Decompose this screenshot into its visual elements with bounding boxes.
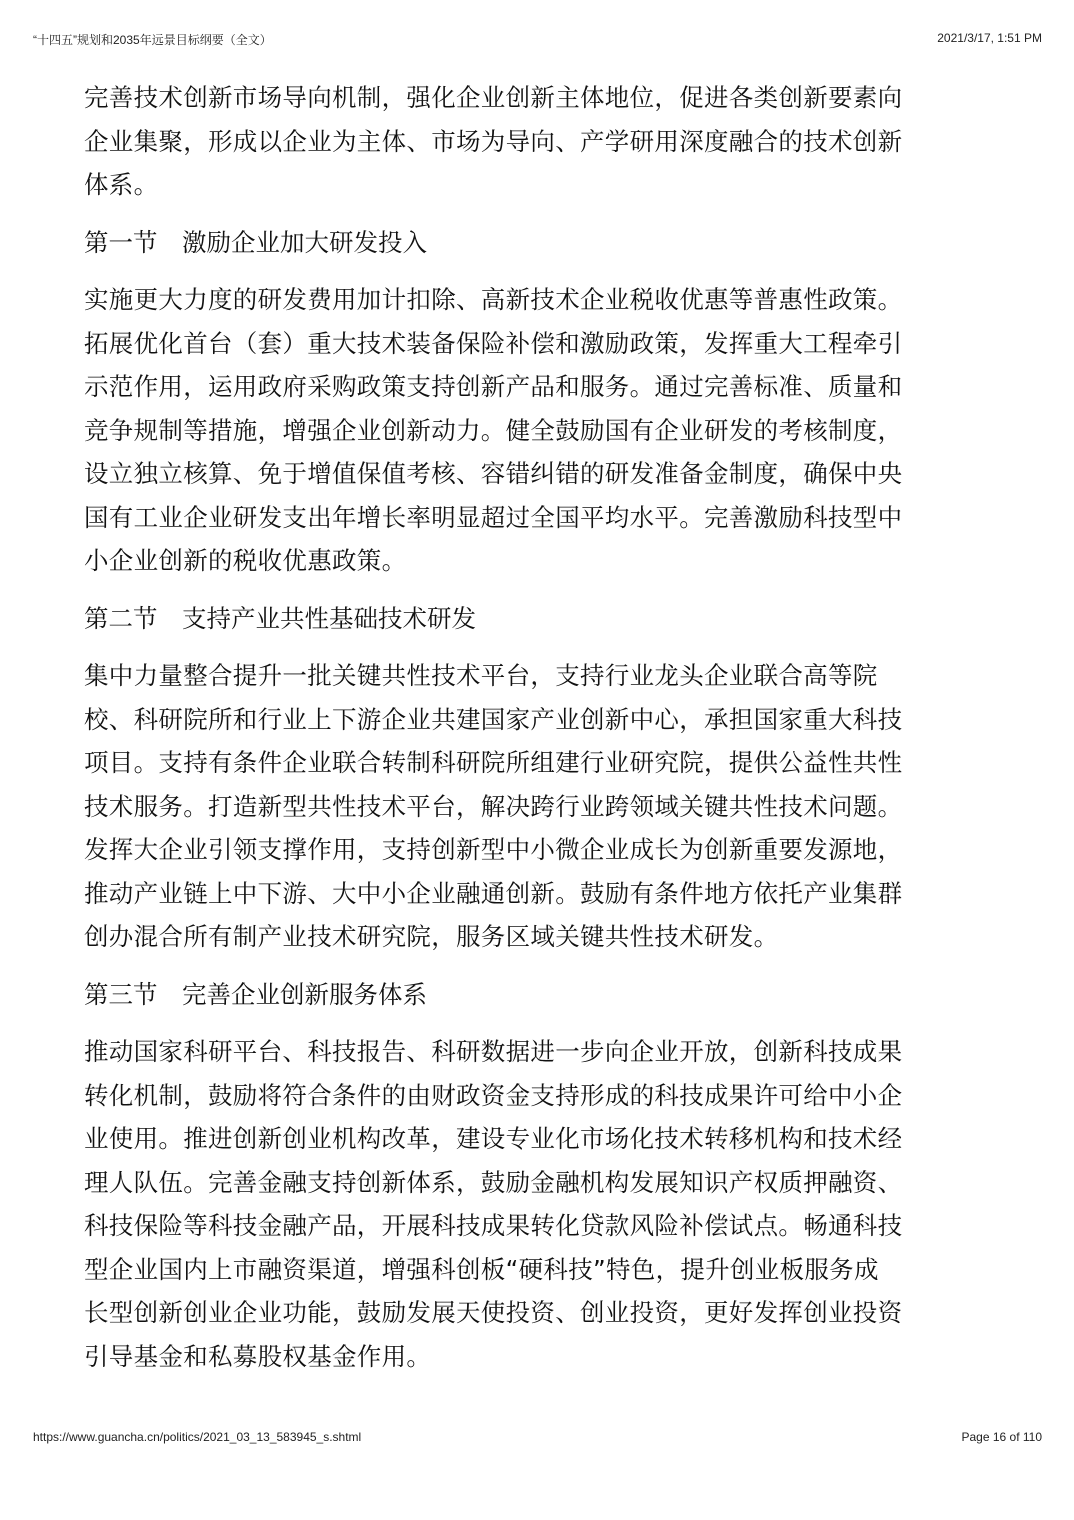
section-heading: 第一节 激励企业加大研发投入 (84, 227, 427, 257)
page-footer-page-number: Page 16 of 110 (961, 1430, 1042, 1444)
paragraph (84, 654, 1024, 959)
paragraph-line: 拓展优化首台（套）重大技术装备保险补偿和激励政策，发挥重大工程牵引 (84, 328, 903, 358)
paragraph-line: 实施更大力度的研发费用加计扣除、高新技术企业税收优惠等普惠性政策。 (84, 285, 903, 314)
paragraph-line: 发挥大企业引领支撑作用，支持创新型中小微企业成长为创新重要发源地， (84, 835, 903, 864)
paragraph-line: 示范作用，运用政府采购政策支持创新产品和服务。通过完善标准、质量和 (84, 372, 903, 401)
paragraph (84, 76, 1024, 207)
paragraph-line: 引导基金和私募股权基金作用。 (84, 1341, 432, 1371)
paragraph-line: 技术服务。打造新型共性技术平台，解决跨行业跨领域关键共性技术问题。 (84, 791, 903, 821)
paragraph-line: 设立独立核算、免于增值保值考核、容错纠错的研发准备金制度，确保中央 (84, 459, 903, 488)
paragraph-line: 项目。支持有条件企业联合转制科研院所组建行业研究院，提供公益性共性 (84, 748, 903, 777)
paragraph-line: 集中力量整合提升一批关键共性技术平台，支持行业龙头企业联合高等院 (84, 661, 878, 690)
paragraph-line: 推动产业链上中下游、大中小企业融通创新。鼓励有条件地方依托产业集群 (84, 878, 903, 908)
paragraph-line: 转化机制，鼓励将符合条件的由财政资金支持形成的科技成果许可给中小企 (84, 1080, 903, 1110)
paragraph-line: 校、科研院所和行业上下游企业共建国家产业创新中心，承担国家重大科技 (84, 704, 903, 734)
paragraph-line: 体系。 (84, 170, 159, 199)
paragraph-line: 创办混合所有制产业技术研究院，服务区域关键共性技术研发。 (84, 922, 779, 951)
paragraph-line: 完善技术创新市场导向机制，强化企业创新主体地位，促进各类创新要素向 (84, 83, 903, 112)
paragraph-line: 小企业创新的税收优惠政策。 (84, 546, 407, 575)
paragraph-line: 竞争规制等措施，增强企业创新动力。健全鼓励国有企业研发的考核制度， (84, 415, 903, 445)
paragraph (84, 1030, 1024, 1378)
paragraph-line: 推动国家科研平台、科技报告、科研数据进一步向企业开放，创新科技成果 (84, 1037, 903, 1066)
paragraph-line: 理人队伍。完善金融支持创新体系，鼓励金融机构发展知识产权质押融资、 (84, 1167, 903, 1197)
article-body (84, 76, 1024, 1392)
paragraph-line: 型企业国内上市融资渠道，增强科创板“硬科技”特色，提升创业板服务成 (84, 1254, 879, 1284)
page-header-title: “十四五”规划和2035年远景目标纲要（全文） (33, 33, 272, 47)
page-header-datetime: 2021/3/17, 1:51 PM (937, 31, 1042, 45)
paragraph-line: 企业集聚，形成以企业为主体、市场为导向、产学研用深度融合的技术创新 (84, 126, 903, 156)
section-heading: 第三节 完善企业创新服务体系 (84, 979, 427, 1009)
page-footer-url: https://www.guancha.cn/politics/2021_03_13_583945_s.shtml (33, 1430, 362, 1444)
paragraph-line: 业使用。推进创新创业机构改革，建设专业化市场化技术转移机构和技术经 (84, 1124, 903, 1153)
paragraph-line: 科技保险等科技金融产品，开展科技成果转化贷款风险补偿试点。畅通科技 (84, 1211, 903, 1240)
paragraph (84, 278, 1024, 583)
paragraph-line: 长型创新创业企业功能，鼓励发展天使投资、创业投资，更好发挥创业投资 (84, 1298, 903, 1327)
section-heading: 第二节 支持产业共性基础技术研发 (84, 603, 476, 633)
paragraph-line: 国有工业企业研发支出年增长率明显超过全国平均水平。完善激励科技型中 (84, 502, 903, 532)
